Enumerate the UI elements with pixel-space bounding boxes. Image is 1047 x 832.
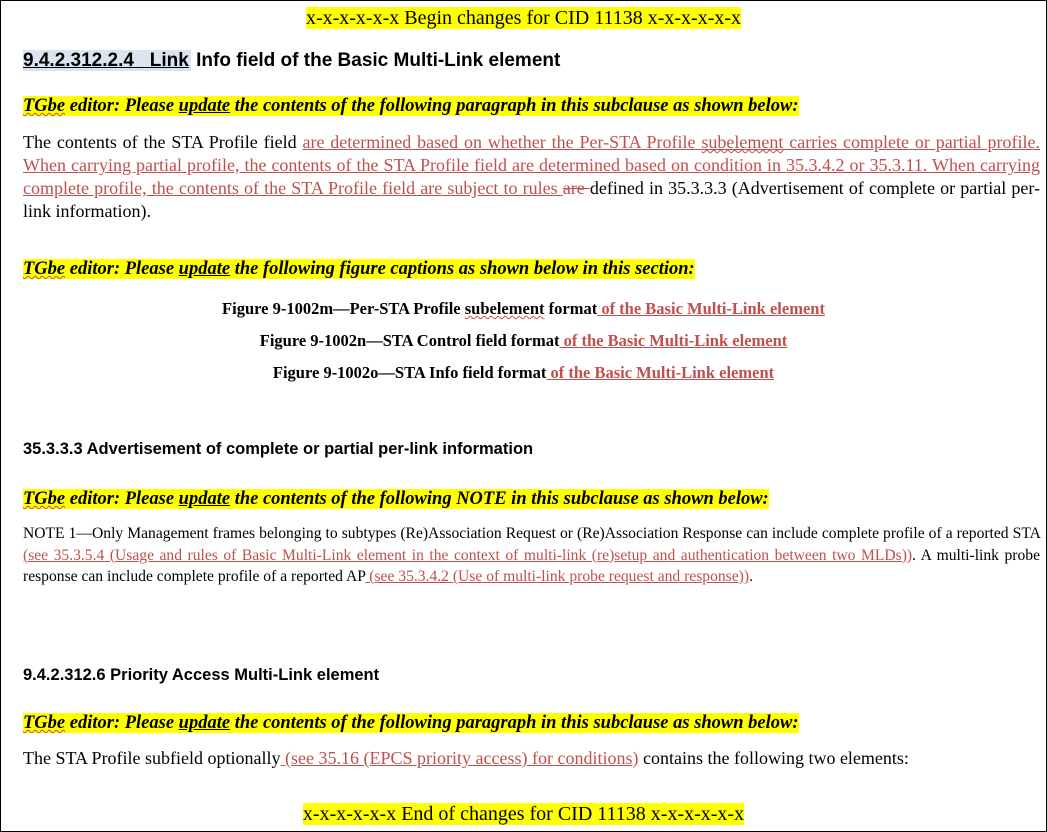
begin-changes-marker (1, 7, 1046, 30)
deleted-text: are (562, 178, 590, 198)
section-heading-9-4-2-312-2-4 (23, 50, 560, 72)
figure-caption-1002m: Figure 9-1002m—Per-STA Profile subelement format of the Basic Multi-Link element (222, 299, 825, 318)
section-heading-9-4-2-312-6: 9.4.2.312.6 Priority Access Multi-Link element (23, 666, 380, 684)
section-heading-35-3-3-3: 35.3.3.3 Advertisement of complete or partial per-link information (23, 440, 534, 458)
inserted-text: (see 35.3.4.2 (Use of multi-link probe request and response)) (365, 568, 750, 585)
end-marker-text: x-x-x-x-x-x End of changes for CID 11138 x-x-x-x-x-x (302, 803, 745, 825)
begin-marker-text: x-x-x-x-x-x Begin changes for CID 11138 x-x-x-x-x-x (305, 7, 742, 29)
inserted-text: are determined based on whether the Per-STA Profile subelement carries complete or partial profile. When carrying partial profile, the contents of the STA Profile field are determined based on condition in 35.3.4.2 or 35.3.11. When carrying complete profile, the contents of the STA Profile field are subject to rules (23, 132, 1041, 198)
sta-profile-paragraph: The contents of the STA Profile field are determined based on whether the Per-STA Profile subelement carries complete or partial profile. When carrying partial profile, the contents of the STA Profile field are determined based on condition in 35.3.4.2 or 35.3.11. When carrying complete profile, the contents of the STA Profile field are subject to rules are defined in 35.3.3.3 (Advertisement of complete or partial per-link information). (23, 132, 1041, 221)
sta-profile-subfield-paragraph: The STA Profile subfield optionally (see 35.16 (EPCS priority access) for conditions) contains the following two elements: (23, 748, 909, 768)
inserted-text: (see 35.16 (EPCS priority access) for conditions) (280, 748, 639, 768)
editor-instruction-2: TGbe editor: Please update the following figure captions as shown below in this section: (23, 259, 695, 279)
editor-instruction-4: TGbe editor: Please update the contents of the following paragraph in this subclause as shown below: (23, 713, 799, 733)
editor-instruction-3: TGbe editor: Please update the contents of the following NOTE in this subclause as shown below: (23, 489, 769, 509)
figure-caption-1002n: Figure 9-1002n—STA Control field format of the Basic Multi-Link element (259, 331, 788, 350)
heading-number: 9.4.2.312.2.4 Link (23, 50, 189, 71)
heading-title: Info field of the Basic Multi-Link element (190, 50, 561, 71)
editor-instruction-1: TGbe editor: Please update the contents of the following paragraph in this subclause as shown below: (23, 96, 799, 116)
note-1-paragraph: NOTE 1—Only Management frames belonging to subtypes (Re)Association Request or (Re)Association Response can include complete profile of a reported STA (see 35.3.5.4 (Usage and rules of Basic Multi-Link element in the context of multi-link (re)setup and authentication between two MLDs)). A multi-link probe response can include complete profile of a reported AP (see 35.3.4.2 (Use of multi-link probe request and response)). (23, 525, 1040, 585)
inserted-text: (see 35.3.5.4 (Usage and rules of Basic Multi-Link element in the context of multi-link (re)setup and authentication between two MLDs)) (23, 546, 913, 564)
end-changes-marker (1, 803, 1046, 826)
figure-caption-1002o: Figure 9-1002o—STA Info field format of the Basic Multi-Link element (272, 363, 775, 382)
